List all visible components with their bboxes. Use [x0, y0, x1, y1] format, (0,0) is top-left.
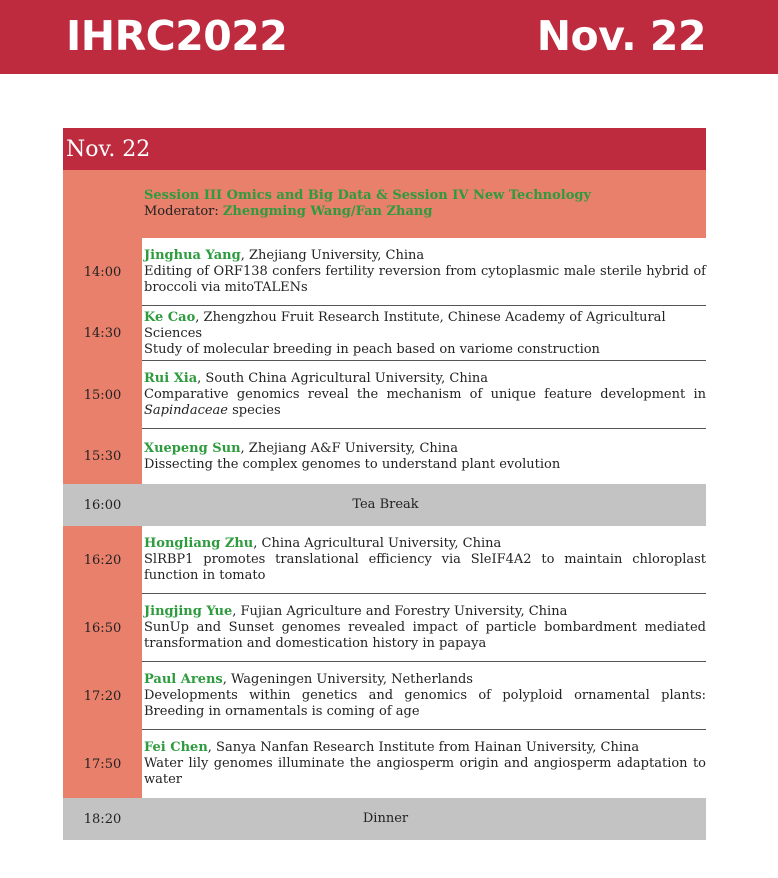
header-date: Nov. 22: [536, 12, 706, 60]
schedule-table: [63, 128, 706, 840]
talk-title: Water lily genomes illuminate the angiosperm origin and angiosperm adaptation to water: [144, 756, 706, 787]
table-row: [63, 238, 706, 306]
table-title: Nov. 22: [63, 128, 706, 170]
speaker-affiliation: , Fujian Agriculture and Forestry University, China: [232, 604, 568, 619]
break-label: Dinner: [362, 811, 409, 826]
talk-time: 14:00: [63, 238, 142, 306]
conference-title: IHRC2022: [66, 12, 288, 60]
table-row: [63, 526, 706, 594]
table-row: [63, 730, 706, 798]
talk-title: SunUp and Sunset genomes revealed impact of particle bombardment mediated transformation and domestication history in papaya: [144, 620, 706, 651]
speaker-affiliation: , Sanya Nanfan Research Institute from Hainan University, China: [207, 740, 640, 755]
break-label: Tea Break: [352, 497, 419, 512]
talk-time: 17:50: [63, 730, 142, 798]
talk-time: 15:00: [63, 361, 142, 429]
session-title: Session III Omics and Big Data & Session IV New Technology: [144, 188, 592, 203]
talk-title: Study of molecular breeding in peach based on variome construction: [144, 341, 600, 357]
speaker-name: Fei Chen: [144, 740, 208, 755]
talk-time: 16:50: [63, 594, 142, 662]
break-time: 18:20: [63, 798, 142, 840]
session-row: [63, 170, 706, 238]
speaker-affiliation: , Zhejiang University, China: [240, 248, 425, 263]
table-row: [63, 662, 706, 730]
speaker-name: Jingjing Yue: [144, 604, 233, 619]
table-row: [63, 306, 706, 361]
speaker-name: Jinghua Yang: [144, 248, 241, 263]
speaker-affiliation: , Wageningen University, Netherlands: [222, 672, 473, 687]
speaker-affiliation: , China Agricultural University, China: [253, 536, 502, 551]
moderator-label: Moderator:: [144, 204, 219, 219]
speaker-affiliation: , Zhengzhou Fruit Research Institute, Chinese Academy of Agricultural Sciences: [144, 309, 666, 341]
break-row: [63, 798, 706, 840]
table-row: [63, 429, 706, 484]
talk-title: Editing of ORF138 confers fertility reversion from cytoplasmic male sterile hybrid of broccoli via mitoTALENs: [144, 264, 706, 295]
break-time: 16:00: [63, 484, 142, 526]
talk-title: Developments within genetics and genomics of polyploid ornamental plants: Breeding in ornamentals is coming of age: [144, 688, 706, 719]
speaker-name: Hongliang Zhu: [144, 536, 254, 551]
header-bar: [0, 0, 778, 74]
talk-title: SlRBP1 promotes translational efficiency via SleIF4A2 to maintain chloroplast function in tomato: [144, 552, 706, 583]
talk-title: Dissecting the complex genomes to understand plant evolution: [144, 456, 561, 472]
speaker-name: Rui Xia: [144, 371, 198, 386]
moderator-names: Zhengming Wang/Fan Zhang: [222, 204, 433, 219]
table-row: [63, 594, 706, 662]
speaker-affiliation: , South China Agricultural University, China: [197, 371, 489, 386]
moderator-line: [144, 204, 706, 220]
talk-time: 16:20: [63, 526, 142, 594]
talk-time: 17:20: [63, 662, 142, 730]
speaker-affiliation: , Zhejiang A&F University, China: [240, 440, 459, 456]
speaker-name: Ke Cao: [144, 309, 196, 325]
talk-title: Comparative genomics reveal the mechanism of unique feature development in Sapindaceae species: [144, 387, 706, 418]
talk-time: 14:30: [63, 306, 142, 361]
table-row: [63, 361, 706, 429]
speaker-name: Paul Arens: [144, 672, 223, 687]
talk-time: 15:30: [63, 429, 142, 484]
speaker-name: Xuepeng Sun: [144, 440, 241, 456]
break-row: [63, 484, 706, 526]
